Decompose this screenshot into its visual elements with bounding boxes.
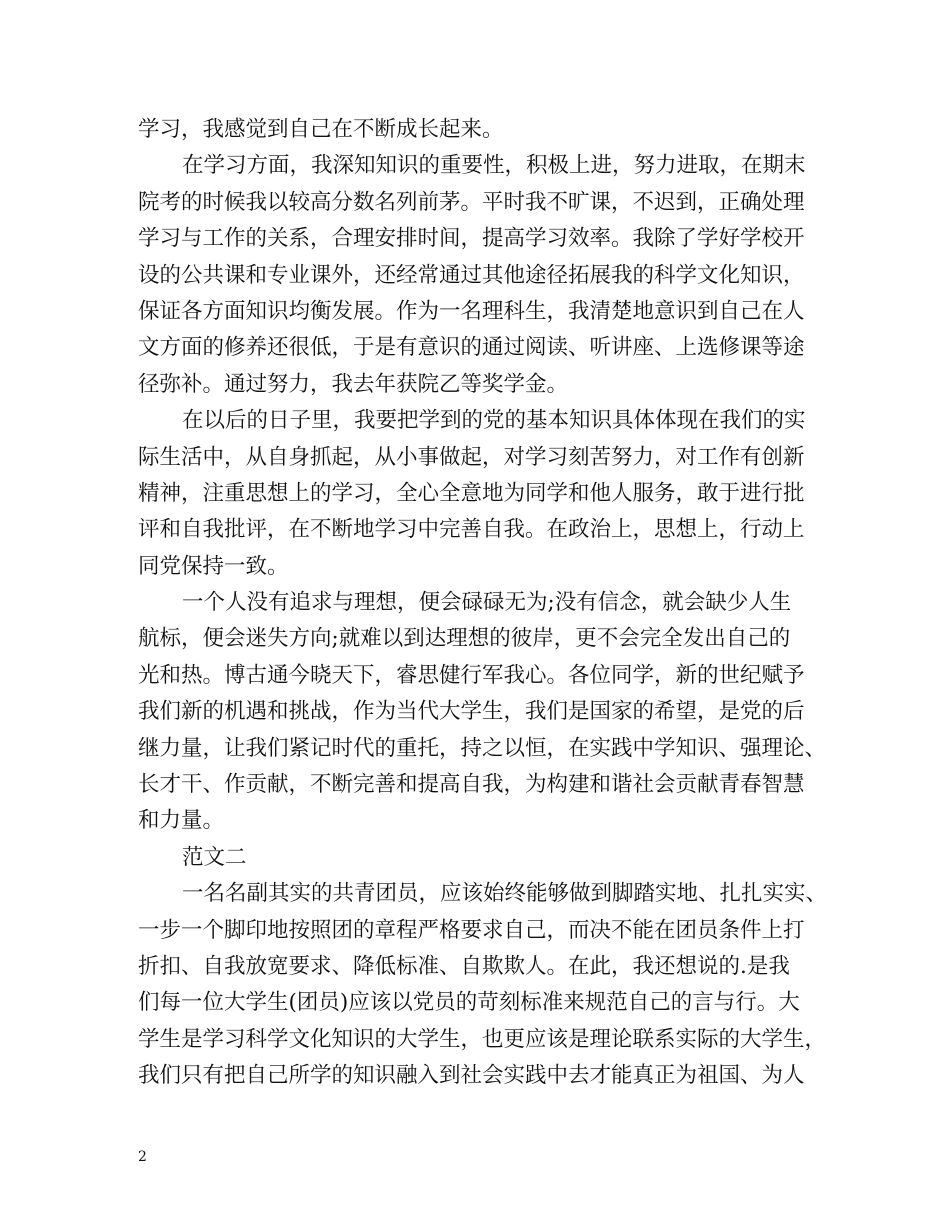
text-line: 学习，我感觉到自己在不断成长起来。 <box>138 117 504 142</box>
text-line: 学生是学习科学文化知识的大学生，也更应该是理论联系实际的大学生， <box>138 1026 827 1052</box>
text-line: 我们只有把自己所学的知识融入到社会实践中去才能真正为祖国、为人 <box>138 1063 805 1089</box>
text-line: 径弥补。通过努力，我去年获院乙等奖学金。 <box>138 371 569 397</box>
text-line: 折扣、自我放宽要求、降低标准、自欺欺人。在此，我还想说的.是我 <box>138 953 790 979</box>
text-line: 航标，便会迷失方向;就难以到达理想的彼岸，更不会完全发出自己的 <box>138 626 791 652</box>
text-line: 一步一个脚印地按照团的章程严格要求自己，而决不能在团员条件上打 <box>138 917 805 943</box>
document-body <box>138 112 828 1095</box>
section-heading: 范文二 <box>182 844 247 870</box>
text-line: 学习与工作的关系，合理安排时间，提高学习效率。我除了学好学校开 <box>138 226 805 252</box>
text-line: 同党保持一致。 <box>138 553 289 579</box>
page-number: 2 <box>138 1149 147 1165</box>
text-line: 我们新的机遇和挑战，作为当代大学生，我们是国家的希望，是党的后 <box>138 699 805 725</box>
text-line: 在以后的日子里，我要把学到的党的基本知识具体体现在我们的实 <box>182 408 806 434</box>
text-line: 长才干、作贡献，不断完善和提高自我，为构建和谐社会贡献青春智慧 <box>138 772 805 798</box>
text-line: 和力量。 <box>138 808 225 834</box>
text-line: 文方面的修养还很低，于是有意识的通过阅读、听讲座、上选修课等途 <box>138 335 805 361</box>
text-line: 设的公共课和专业课外，还经常通过其他途径拓展我的科学文化知识， <box>138 262 805 288</box>
text-line: 继力量，让我们紧记时代的重托，持之以恒，在实践中学知识、强理论、 <box>138 735 827 761</box>
text-line: 一名名副其实的共青团员，应该始终能够做到脚踏实地、扎扎实实、 <box>182 881 828 907</box>
text-line: 际生活中，从自身抓起，从小事做起，对学习刻苦努力，对工作有创新 <box>138 444 805 470</box>
text-line: 院考的时候我以较高分数名列前茅。平时我不旷课，不迟到，正确处理 <box>138 189 805 215</box>
text-line: 光和热。博古通今晓天下，睿思健行军我心。各位同学，新的世纪赋予 <box>138 662 805 688</box>
text-line: 们每一位大学生(团员)应该以党员的苛刻标准来规范自己的言与行。大 <box>138 990 800 1016</box>
text-line: 评和自我批评，在不断地学习中完善自我。在政治上，思想上，行动上 <box>138 517 805 543</box>
text-line: 一个人没有追求与理想，便会碌碌无为;没有信念，就会缺少人生 <box>182 590 792 616</box>
text-line: 在学习方面，我深知知识的重要性，积极上进，努力进取，在期末 <box>182 153 806 179</box>
text-line: 保证各方面知识均衡发展。作为一名理科生，我清楚地意识到自己在人 <box>138 298 805 324</box>
text-line: 精神，注重思想上的学习，全心全意地为同学和他人服务，敢于进行批 <box>138 480 805 506</box>
